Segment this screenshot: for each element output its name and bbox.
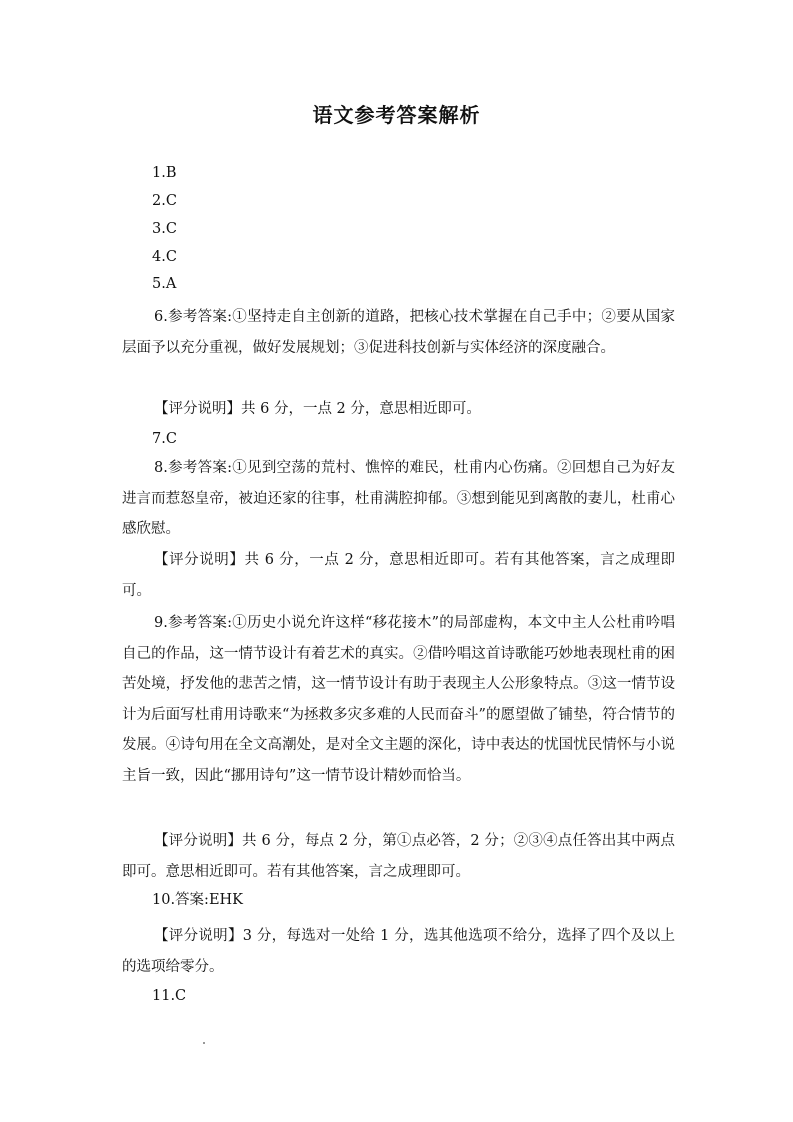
question-8-scoring: 【评分说明】共 6 分，一点 2 分，意思相近即可。若有其他答案，言之成理即可。 [122,552,675,599]
answer-10: 10.答案:EHK [152,892,244,908]
stray-dot [203,1042,205,1044]
page-title: 语文参考答案解析 [312,103,481,127]
answer-2: 2.C [152,193,177,209]
question-6-answer: 6.参考答案:①坚持走自主创新的道路，把核心技术掌握在自己手中；②要从国家层面予以充分重视，做好发展规划；③促进科技创新与实体经济的深度融合。 [122,309,675,356]
answer-1: 1.B [152,165,177,181]
answer-4: 4.C [152,249,177,265]
question-9-answer: 9.参考答案:①历史小说允许这样“移花接木”的局部虚构，本文中主人公杜甫吟唱自己的作品，这一情节设计有着艺术的真实。②借吟唱这首诗歌能巧妙地表现杜甫的困苦处境，抒发他的悲苦之情，这一情节设计有助于表现主人公形象特点。③这一情节设计为后面写杜甫用诗歌来“为拯救多灾多难的人民而奋斗”的愿望做了铺垫，符合情节的发展。④诗句用在全文高潮处，是对全文主题的深化，诗中表达的忧国忧民情怀与小说主旨一致，因此“挪用诗句”这一情节设计精妙而恰当。 [122,615,675,784]
answer-5: 5.A [152,276,177,292]
question-10-scoring: 【评分说明】3 分，每选对一处给 1 分，选其他选项不给分，选择了四个及以上的选项给零分。 [122,928,675,975]
question-9-scoring: 【评分说明】共 6 分，每点 2 分，第①点必答，2 分；②③④点任答出其中两点即可。意思相近即可。若有其他答案，言之成理即可。 [122,833,675,880]
answer-3: 3.C [152,221,177,237]
question-8-answer: 8.参考答案:①见到空荡的荒村、憔悴的难民，杜甫内心伤痛。②回想自己为好友进言而惹怒皇帝，被迫还家的往事，杜甫满腔抑郁。③想到能见到离散的妻儿，杜甫心感欣慰。 [122,460,675,537]
answer-11: 11.C [152,988,187,1004]
question-6-scoring: 【评分说明】共 6 分，一点 2 分，意思相近即可。 [154,401,481,417]
answer-7: 7.C [152,431,177,447]
